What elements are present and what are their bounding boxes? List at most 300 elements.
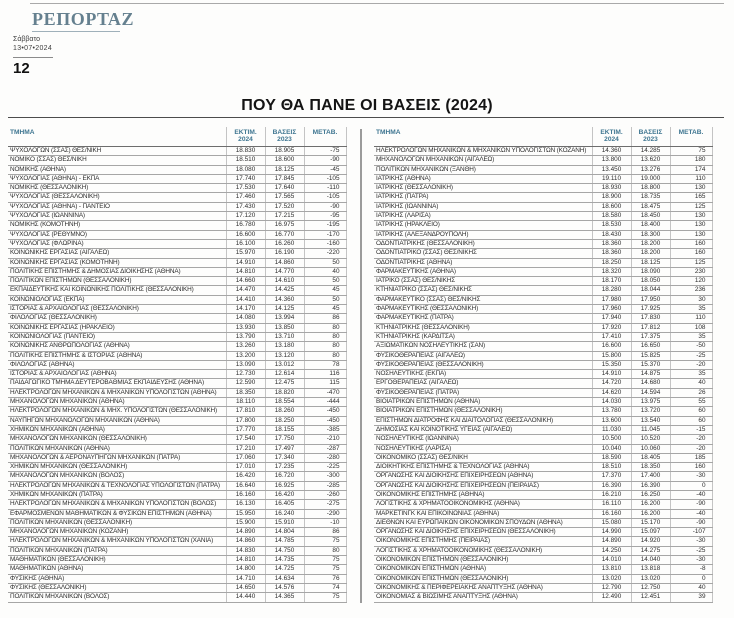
change-cell: 76 [304, 574, 346, 583]
department-cell: ΦΥΣΙΚΟΘΕΡΑΠΕΙΑΣ (ΑΙΓΑΛΕΩ) [374, 351, 592, 360]
change-cell: -30 [670, 472, 712, 481]
change-cell: 110 [670, 174, 712, 183]
department-cell: ΝΟΜΙΚΗΣ (ΘΕΣΣΑΛΟΝΙΚΗ) [8, 184, 226, 193]
table-row [374, 379, 712, 388]
department-cell: ΨΥΧΟΛΟΓΙΑΣ (ΑΘΗΝΑ) - ΠΑΝΤΕΙΟ [8, 202, 226, 211]
department-cell: ΕΠΙΣΤΗΜΩΝ ΔΙΑΤΡΟΦΗΣ ΚΑΙ ΔΙΑΙΤΟΛΟΓΙΑΣ (ΘΕΣΣΑΛΟΝΙΚΗ) [374, 416, 592, 425]
department-cell: ΦΙΛΟΛΟΓΙΑΣ (ΘΕΣΣΑΛΟΝΙΚΗ) [8, 314, 226, 323]
bases-2023-cell: 16.200 [631, 500, 670, 509]
estimate-2024-cell: 13.780 [592, 407, 631, 416]
estimate-2024-cell: 13.810 [592, 565, 631, 574]
department-cell: ΚΤΗΝΙΑΤΡΙΚΗΣ (ΚΑΡΔΙΤΣΑ) [374, 332, 592, 341]
change-cell: 180 [670, 156, 712, 165]
department-cell: ΦΥΣΙΚΗΣ (ΑΘΗΝΑ) [8, 574, 226, 583]
title-rule [8, 117, 724, 118]
department-cell: ΝΟΣΗΛΕΥΤΙΚΗΣ (ΙΩΑΝΝΙΝΑ) [374, 435, 592, 444]
estimate-2024-cell: 14.170 [226, 305, 265, 314]
department-cell: ΚΟΙΝΩΝΙΚΗΣ ΑΝΘΡΩΠΟΛΟΓΙΑΣ (ΑΘΗΝΑ) [8, 342, 226, 351]
change-cell: 230 [670, 267, 712, 276]
estimate-2024-cell: 18.930 [592, 184, 631, 193]
table-row [8, 490, 346, 499]
bases-2023-cell: 13.710 [265, 332, 304, 341]
estimate-2024-cell: 14.080 [226, 314, 265, 323]
change-cell: 50 [304, 258, 346, 267]
department-cell: ΜΗΧΑΝΟΛΟΓΩΝ & ΑΕΡΟΝΑΥΠΗΓΩΝ ΜΗΧΑΝΙΚΩΝ (ΠΑΤΡΑ) [8, 453, 226, 462]
bases-2023-cell: 14.750 [265, 546, 304, 555]
department-cell: ΙΑΤΡΙΚΗΣ (ΙΩΑΝΝΙΝΑ) [374, 202, 592, 211]
table-row [374, 435, 712, 444]
estimate-2024-cell: 17.010 [226, 463, 265, 472]
estimate-2024-cell: 18.510 [226, 156, 265, 165]
bases-2023-cell: 14.770 [265, 267, 304, 276]
estimate-2024-cell: 13.260 [226, 342, 265, 351]
change-cell: 26 [670, 388, 712, 397]
table-row [8, 463, 346, 472]
table-row [8, 332, 346, 341]
bases-2023-cell: 10.060 [631, 444, 670, 453]
table-row [374, 565, 712, 574]
estimate-2024-cell: 14.010 [592, 556, 631, 565]
change-cell: -385 [304, 425, 346, 434]
department-cell: ΝΟΣΗΛΕΥΤΙΚΗΣ (ΛΑΡΙΣΑ) [374, 444, 592, 453]
table-row [8, 174, 346, 183]
change-cell: 110 [670, 314, 712, 323]
department-cell: ΟΙΚΟΝΟΜΙΚΗΣ & ΠΕΡΙΦΕΡΕΙΑΚΗΣ ΑΝΑΠΤΥΞΗΣ (ΑΘΗΝΑ) [374, 583, 592, 592]
department-cell: ΟΔΟΝΤΙΑΤΡΙΚΟ (ΣΣΑΣ) ΘΕΣ/ΝΙΚΗΣ [374, 249, 592, 258]
department-cell: ΗΛΕΚΤΡΟΛΟΓΩΝ ΜΗΧΑΝΙΚΩΝ & ΜΗΧΑΝΙΚΩΝ ΥΠΟΛΟΓΙΣΤΩΝ (ΑΘΗΝΑ) [8, 388, 226, 397]
change-cell: -90 [304, 156, 346, 165]
change-cell: -470 [304, 388, 346, 397]
change-cell: 86 [304, 528, 346, 537]
department-cell: ΟΙΚΟΝΟΜΙΚΩΝ ΕΠΙΣΤΗΜΩΝ (ΑΘΗΝΑ) [374, 565, 592, 574]
estimate-2024-cell: 17.740 [226, 174, 265, 183]
change-cell: 75 [304, 537, 346, 546]
table-row [8, 379, 346, 388]
department-cell: ΚΟΙΝΩΝΙΚΗΣ ΕΡΓΑΣΙΑΣ (ΑΙΓΑΛΕΩ) [8, 249, 226, 258]
bases-2023-cell: 14.725 [265, 565, 304, 574]
department-cell: ΟΙΚΟΝΟΜΙΚΟ (ΣΣΑΣ) ΘΕΣ/ΝΙΚΗ [374, 453, 592, 462]
estimate-2024-cell: 16.130 [226, 500, 265, 509]
department-cell: ΔΙΟΙΚΗΤΙΚΗΣ ΕΠΙΣΤΗΜΗΣ & ΤΕΧΝΟΛΟΓΙΑΣ (ΑΘΗΝΑ) [374, 463, 592, 472]
department-cell: ΜΗΧΑΝΟΛΟΓΩΝ ΜΗΧΑΝΙΚΩΝ (ΒΟΛΟΣ) [8, 472, 226, 481]
change-cell: 45 [304, 286, 346, 295]
bases-2023-cell: 16.250 [631, 490, 670, 499]
estimate-2024-cell: 18.360 [592, 239, 631, 248]
department-cell: ΚΤΗΝΙΑΤΡΙΚΟ (ΣΣΑΣ) ΘΕΣ/ΝΙΚΗΣ [374, 286, 592, 295]
table-row [374, 174, 712, 183]
table-row [8, 416, 346, 425]
bases-2023-cell: 17.375 [631, 332, 670, 341]
table-row [374, 574, 712, 583]
department-cell: ΝΟΜΙΚΟ (ΣΣΑΣ) ΘΕΣ/ΝΙΚΗ [8, 156, 226, 165]
bases-2023-cell: 17.340 [265, 453, 304, 462]
estimate-2024-cell: 14.910 [592, 370, 631, 379]
bases-2023-cell: 16.240 [265, 509, 304, 518]
change-cell: -25 [670, 546, 712, 555]
bases-2023-cell: 17.215 [265, 212, 304, 221]
change-cell: 130 [670, 221, 712, 230]
change-cell: 130 [670, 184, 712, 193]
change-cell: 78 [304, 360, 346, 369]
estimate-2024-cell: 16.600 [226, 230, 265, 239]
header-bases-2023: ΒΑΣΕΙΣ 2023 [631, 127, 670, 147]
estimate-2024-cell: 18.280 [592, 286, 631, 295]
estimate-2024-cell: 17.410 [592, 332, 631, 341]
estimate-2024-cell: 18.510 [592, 463, 631, 472]
estimate-2024-cell: 17.960 [592, 305, 631, 314]
table-row [374, 314, 712, 323]
bases-2023-cell: 14.425 [265, 286, 304, 295]
estimate-2024-cell: 15.080 [592, 518, 631, 527]
department-cell: ΜΑΡΚΕΤΙΝΓΚ ΚΑΙ ΕΠΙΚΟΙΝΩΝΙΑΣ (ΑΘΗΝΑ) [374, 509, 592, 518]
department-cell: ΝΟΜΙΚΗΣ (ΚΟΜΟΤΗΝΗ) [8, 221, 226, 230]
change-cell: 40 [304, 267, 346, 276]
table-row [374, 556, 712, 565]
estimate-2024-cell: 14.800 [226, 565, 265, 574]
estimate-2024-cell: 11.030 [592, 425, 631, 434]
change-cell: -10 [304, 518, 346, 527]
bases-2023-cell: 16.975 [265, 221, 304, 230]
department-cell: ΜΗΧΑΝΟΛΟΓΩΝ ΜΗΧΑΝΙΚΩΝ (ΑΙΓΑΛΕΩ) [374, 156, 592, 165]
department-cell: ΗΛΕΚΤΡΟΛΟΓΩΝ ΜΗΧΑΝΙΚΩΝ & ΤΕΧΝΟΛΟΓΙΑΣ ΥΠΟΛΟΓΙΣΤΩΝ (ΠΑΤΡΑ) [8, 481, 226, 490]
bases-2023-cell: 13.020 [631, 574, 670, 583]
table-row [8, 184, 346, 193]
table-row [8, 453, 346, 462]
change-cell: -290 [304, 509, 346, 518]
estimate-2024-cell: 18.360 [592, 249, 631, 258]
table-row [374, 277, 712, 286]
estimate-2024-cell: 16.600 [592, 342, 631, 351]
change-cell: 75 [304, 556, 346, 565]
department-cell: ΨΥΧΟΛΟΓΙΑΣ (ΡΕΘΥΜΝΟ) [8, 230, 226, 239]
bases-table-right [374, 127, 713, 603]
department-cell: ΝΟΣΗΛΕΥΤΙΚΗΣ (ΕΚΠΑ) [374, 370, 592, 379]
change-cell: -300 [304, 472, 346, 481]
estimate-2024-cell: 14.910 [226, 258, 265, 267]
bases-2023-cell: 18.125 [631, 258, 670, 267]
bases-2023-cell: 15.910 [265, 518, 304, 527]
department-cell: ΠΟΛΙΤΙΚΩΝ ΕΠΙΣΤΗΜΩΝ (ΘΕΣΣΑΛΟΝΙΚΗ) [8, 277, 226, 286]
bases-2023-cell: 15.170 [631, 518, 670, 527]
table-row [374, 267, 712, 276]
bases-2023-cell: 13.850 [265, 323, 304, 332]
department-cell: ΙΑΤΡΙΚΟ (ΣΣΑΣ) ΘΕΣ/ΝΙΚΗΣ [374, 277, 592, 286]
bases-2023-cell: 14.365 [265, 593, 304, 602]
table-row [8, 314, 346, 323]
bases-tables [8, 127, 726, 605]
bases-2023-cell: 14.610 [265, 277, 304, 286]
department-cell: ΟΙΚΟΝΟΜΙΑΣ & ΒΙΩΣΙΜΗΣ ΑΝΑΠΤΥΞΗΣ (ΑΘΗΝΑ) [374, 593, 592, 602]
bases-2023-cell: 14.804 [265, 528, 304, 537]
change-cell: -20 [670, 435, 712, 444]
department-cell: ΦΑΡΜΑΚΕΥΤΙΚΗΣ (ΠΑΤΡΑ) [374, 314, 592, 323]
table-row [8, 295, 346, 304]
bases-2023-cell: 18.450 [631, 212, 670, 221]
department-cell: ΟΔΟΝΤΙΑΤΡΙΚΗΣ (ΑΘΗΝΑ) [374, 258, 592, 267]
table-row [8, 528, 346, 537]
bases-2023-cell: 17.830 [631, 314, 670, 323]
bases-2023-cell: 14.576 [265, 583, 304, 592]
department-cell: ΧΗΜΙΚΩΝ ΜΗΧΑΝΙΚΩΝ (ΘΕΣΣΑΛΟΝΙΚΗ) [8, 463, 226, 472]
bases-2023-cell: 17.640 [265, 184, 304, 193]
change-cell: 108 [670, 323, 712, 332]
estimate-2024-cell: 14.810 [226, 556, 265, 565]
estimate-2024-cell: 17.060 [226, 453, 265, 462]
change-cell: -280 [304, 453, 346, 462]
change-cell: 55 [670, 398, 712, 407]
table-row [8, 277, 346, 286]
bases-2023-cell: 19.000 [631, 174, 670, 183]
department-cell: ΦΥΣΙΚΗΣ (ΘΕΣΣΑΛΟΝΙΚΗ) [8, 583, 226, 592]
bases-2023-cell: 18.905 [265, 147, 304, 156]
bases-2023-cell: 18.405 [631, 453, 670, 462]
bases-2023-cell: 18.600 [265, 156, 304, 165]
table-row [8, 249, 346, 258]
table-row [8, 583, 346, 592]
department-cell: ΒΙΟΙΑΤΡΙΚΩΝ ΕΠΙΣΤΗΜΩΝ (ΘΕΣΣΑΛΟΝΙΚΗ) [374, 407, 592, 416]
department-cell: ΦΥΣΙΚΟΘΕΡΑΠΕΙΑΣ (ΠΑΤΡΑ) [374, 388, 592, 397]
estimate-2024-cell: 18.250 [592, 258, 631, 267]
bases-2023-cell: 18.044 [631, 286, 670, 295]
table-row [8, 537, 346, 546]
change-cell: -105 [304, 193, 346, 202]
change-cell: -95 [304, 212, 346, 221]
department-cell: ΨΥΧΟΛΟΓΙΑΣ (ΦΛΩΡΙΝΑ) [8, 239, 226, 248]
table-row [8, 351, 346, 360]
bases-2023-cell: 14.920 [631, 537, 670, 546]
estimate-2024-cell: 17.940 [592, 314, 631, 323]
department-cell: ΙΑΤΡΙΚΗΣ (ΠΑΤΡΑ) [374, 193, 592, 202]
change-cell: 35 [670, 332, 712, 341]
bases-2023-cell: 14.735 [265, 556, 304, 565]
table-row [374, 593, 712, 602]
estimate-2024-cell: 17.810 [226, 407, 265, 416]
bases-2023-cell: 16.260 [265, 239, 304, 248]
estimate-2024-cell: 17.980 [592, 295, 631, 304]
table-row [374, 472, 712, 481]
bases-2023-cell: 15.370 [631, 360, 670, 369]
change-cell: 35 [670, 370, 712, 379]
estimate-2024-cell: 18.600 [592, 202, 631, 211]
bases-2023-cell: 12.750 [631, 583, 670, 592]
estimate-2024-cell: 13.790 [226, 332, 265, 341]
department-cell: ΦΑΡΜΑΚΕΥΤΙΚΟ (ΣΣΑΣ) ΘΕΣ/ΝΙΚΗΣ [374, 295, 592, 304]
table-row [374, 351, 712, 360]
estimate-2024-cell: 12.790 [592, 583, 631, 592]
change-cell: 115 [304, 379, 346, 388]
table-row [8, 267, 346, 276]
bases-2023-cell: 17.812 [631, 323, 670, 332]
bases-2023-cell: 14.875 [631, 370, 670, 379]
department-cell: ΟΡΓΑΝΩΣΗΣ ΚΑΙ ΔΙΟΙΚΗΣΗΣ ΕΠΙΧΕΙΡΗΣΕΩΝ (ΑΘΗΝΑ) [374, 472, 592, 481]
bases-2023-cell: 18.400 [631, 221, 670, 230]
table-row [8, 425, 346, 434]
department-cell: ΔΙΕΘΝΩΝ ΚΑΙ ΕΥΡΩΠΑΪΚΩΝ ΟΙΚΟΝΟΜΙΚΩΝ ΣΠΟΥΔΩΝ (ΑΘΗΝΑ) [374, 518, 592, 527]
change-cell: -210 [304, 435, 346, 444]
header-estimate-2024: ΕΚΤΙΜ. 2024 [592, 127, 631, 147]
table-row [374, 295, 712, 304]
bases-2023-cell: 18.260 [265, 407, 304, 416]
estimate-2024-cell: 14.030 [592, 398, 631, 407]
estimate-2024-cell: 14.830 [226, 546, 265, 555]
table-row [8, 212, 346, 221]
estimate-2024-cell: 16.640 [226, 481, 265, 490]
change-cell: 80 [304, 323, 346, 332]
estimate-2024-cell: 14.440 [226, 593, 265, 602]
change-cell: -275 [304, 500, 346, 509]
estimate-2024-cell: 12.490 [592, 593, 631, 602]
table-row [8, 202, 346, 211]
estimate-2024-cell: 10.040 [592, 444, 631, 453]
table-row [374, 193, 712, 202]
estimate-2024-cell: 17.770 [226, 425, 265, 434]
change-cell: -20 [670, 360, 712, 369]
department-cell: ΦΑΡΜΑΚΕΥΤΙΚΗΣ (ΘΕΣΣΑΛΟΝΙΚΗ) [374, 305, 592, 314]
department-cell: ΠΟΛΙΤΙΚΗΣ ΕΠΙΣΤΗΜΗΣ & ΙΣΤΟΡΙΑΣ (ΑΘΗΝΑ) [8, 351, 226, 360]
estimate-2024-cell: 15.970 [226, 249, 265, 258]
table-row [374, 416, 712, 425]
table-row [8, 500, 346, 509]
change-cell: -260 [304, 490, 346, 499]
table-row [374, 202, 712, 211]
estimate-2024-cell: 16.210 [592, 490, 631, 499]
table-row [374, 332, 712, 341]
department-cell: ΔΗΜΟΣΙΑΣ ΚΑΙ ΚΟΙΝΟΤΙΚΗΣ ΥΓΕΙΑΣ (ΑΙΓΑΛΕΩ) [374, 425, 592, 434]
table-row [374, 528, 712, 537]
estimate-2024-cell: 14.890 [592, 537, 631, 546]
table-row [8, 398, 346, 407]
table-row [374, 425, 712, 434]
table-row [8, 593, 346, 602]
change-cell: 160 [670, 249, 712, 258]
change-cell: -170 [304, 230, 346, 239]
department-cell: ΜΗΧΑΝΟΛΟΓΩΝ ΜΗΧΑΝΙΚΩΝ (ΘΕΣΣΑΛΟΝΙΚΗ) [8, 435, 226, 444]
estimate-2024-cell: 18.590 [592, 453, 631, 462]
bases-2023-cell: 10.520 [631, 435, 670, 444]
estimate-2024-cell: 18.350 [226, 388, 265, 397]
bases-2023-cell: 14.125 [265, 305, 304, 314]
department-cell: ΗΛΕΚΤΡΟΛΟΓΩΝ ΜΗΧΑΝΙΚΩΝ & ΜΗΧΑΝΙΚΩΝ ΥΠΟΛΟΓΙΣΤΩΝ (ΒΟΛΟΣ) [8, 500, 226, 509]
table-row [8, 565, 346, 574]
table-row [374, 546, 712, 555]
bases-2023-cell: 12.614 [265, 370, 304, 379]
bases-2023-cell: 13.975 [631, 398, 670, 407]
estimate-2024-cell: 15.900 [226, 518, 265, 527]
table-row [374, 583, 712, 592]
estimate-2024-cell: 14.860 [226, 537, 265, 546]
department-cell: ΚΟΙΝΩΝΙΚΗΣ ΕΡΓΑΣΙΑΣ (ΗΡΑΚΛΕΙΟ) [8, 323, 226, 332]
estimate-2024-cell: 18.900 [592, 193, 631, 202]
change-cell: 40 [670, 583, 712, 592]
bases-2023-cell: 18.300 [631, 230, 670, 239]
table-row [8, 342, 346, 351]
change-cell: -15 [670, 425, 712, 434]
table-row [374, 249, 712, 258]
bases-2023-cell: 13.540 [631, 416, 670, 425]
header-department: ΤΜΗΜΑ [374, 127, 592, 147]
table-row [8, 147, 346, 156]
change-cell: -225 [304, 463, 346, 472]
table-row [8, 165, 346, 174]
table-row [374, 463, 712, 472]
bases-2023-cell: 14.360 [265, 295, 304, 304]
change-cell: 80 [304, 342, 346, 351]
change-cell: 39 [670, 593, 712, 602]
estimate-2024-cell: 16.160 [592, 509, 631, 518]
estimate-2024-cell: 17.430 [226, 202, 265, 211]
bases-2023-cell: 17.565 [265, 193, 304, 202]
bases-2023-cell: 17.400 [631, 472, 670, 481]
department-cell: ΟΙΚΟΝΟΜΙΚΩΝ ΕΠΙΣΤΗΜΩΝ (ΘΕΣΣΑΛΟΝΙΚΗ) [374, 556, 592, 565]
bases-2023-cell: 16.200 [631, 509, 670, 518]
change-cell: -90 [304, 202, 346, 211]
bases-2023-cell: 13.994 [265, 314, 304, 323]
department-cell: ΧΗΜΙΚΩΝ ΜΗΧΑΝΙΚΩΝ (ΠΑΤΡΑ) [8, 490, 226, 499]
table-row [374, 509, 712, 518]
bases-2023-cell: 18.200 [631, 239, 670, 248]
estimate-2024-cell: 14.890 [226, 528, 265, 537]
department-cell: ΝΟΜΙΚΗΣ (ΑΘΗΝΑ) [8, 165, 226, 174]
bases-2023-cell: 18.090 [631, 267, 670, 276]
estimate-2024-cell: 16.390 [592, 481, 631, 490]
bases-2023-cell: 13.276 [631, 165, 670, 174]
estimate-2024-cell: 10.500 [592, 435, 631, 444]
table-row [374, 286, 712, 295]
table-row [374, 165, 712, 174]
estimate-2024-cell: 14.990 [592, 528, 631, 537]
estimate-2024-cell: 19.110 [592, 174, 631, 183]
change-cell: 74 [304, 583, 346, 592]
change-cell: 45 [304, 305, 346, 314]
table-row [8, 435, 346, 444]
bases-2023-cell: 18.554 [265, 398, 304, 407]
table-row [374, 323, 712, 332]
department-cell: ΨΥΧΟΛΟΓΙΑΣ (ΘΕΣΣΑΛΟΝΙΚΗ) [8, 193, 226, 202]
department-cell: ΚΟΙΝΩΝΙΟΛΟΓΙΑΣ (ΕΚΠΑ) [8, 295, 226, 304]
bases-2023-cell: 18.155 [265, 425, 304, 434]
table-row [374, 230, 712, 239]
department-cell: ΨΥΧΟΛΟΓΙΑΣ (ΑΘΗΝΑ) - ΕΚΠΑ [8, 174, 226, 183]
department-cell: ΠΟΛΙΤΙΚΩΝ ΜΗΧΑΝΙΚΩΝ (ΑΘΗΝΑ) [8, 444, 226, 453]
change-cell: 75 [304, 593, 346, 602]
department-cell: ΜΑΘΗΜΑΤΙΚΩΝ (ΘΕΣΣΑΛΟΝΙΚΗ) [8, 556, 226, 565]
department-cell: ΕΚΠΑΙΔΕΥΤΙΚΗΣ ΚΑΙ ΚΟΙΝΩΝΙΚΗΣ ΠΟΛΙΤΙΚΗΣ (ΘΕΣΣΑΛΟΝΙΚΗ) [8, 286, 226, 295]
table-row [374, 444, 712, 453]
header-change: ΜΕΤΑΒ. [670, 127, 712, 147]
change-cell: 125 [670, 202, 712, 211]
change-cell: -20 [670, 444, 712, 453]
change-cell: 0 [670, 481, 712, 490]
department-cell: ΠΟΛΙΤΙΚΗΣ ΕΠΙΣΤΗΜΗΣ & ΔΗΜΟΣΙΑΣ ΔΙΟΙΚΗΣΗΣ (ΑΘΗΝΑ) [8, 267, 226, 276]
estimate-2024-cell: 12.730 [226, 370, 265, 379]
estimate-2024-cell: 15.950 [226, 509, 265, 518]
bases-2023-cell: 14.680 [631, 379, 670, 388]
estimate-2024-cell: 18.530 [592, 221, 631, 230]
bases-2023-cell: 17.497 [265, 444, 304, 453]
page-number: 12 [13, 60, 30, 77]
change-cell: -75 [304, 147, 346, 156]
bases-2023-cell: 16.925 [265, 481, 304, 490]
change-cell: 236 [670, 286, 712, 295]
estimate-2024-cell: 14.720 [592, 379, 631, 388]
change-cell: 116 [304, 370, 346, 379]
department-cell: ΟΙΚΟΝΟΜΙΚΗΣ ΕΠΙΣΤΗΜΗΣ (ΑΘΗΝΑ) [374, 490, 592, 499]
estimate-2024-cell: 13.600 [592, 416, 631, 425]
estimate-2024-cell: 15.800 [592, 351, 631, 360]
change-cell: -110 [304, 184, 346, 193]
bases-2023-cell: 13.720 [631, 407, 670, 416]
change-cell: -30 [670, 556, 712, 565]
